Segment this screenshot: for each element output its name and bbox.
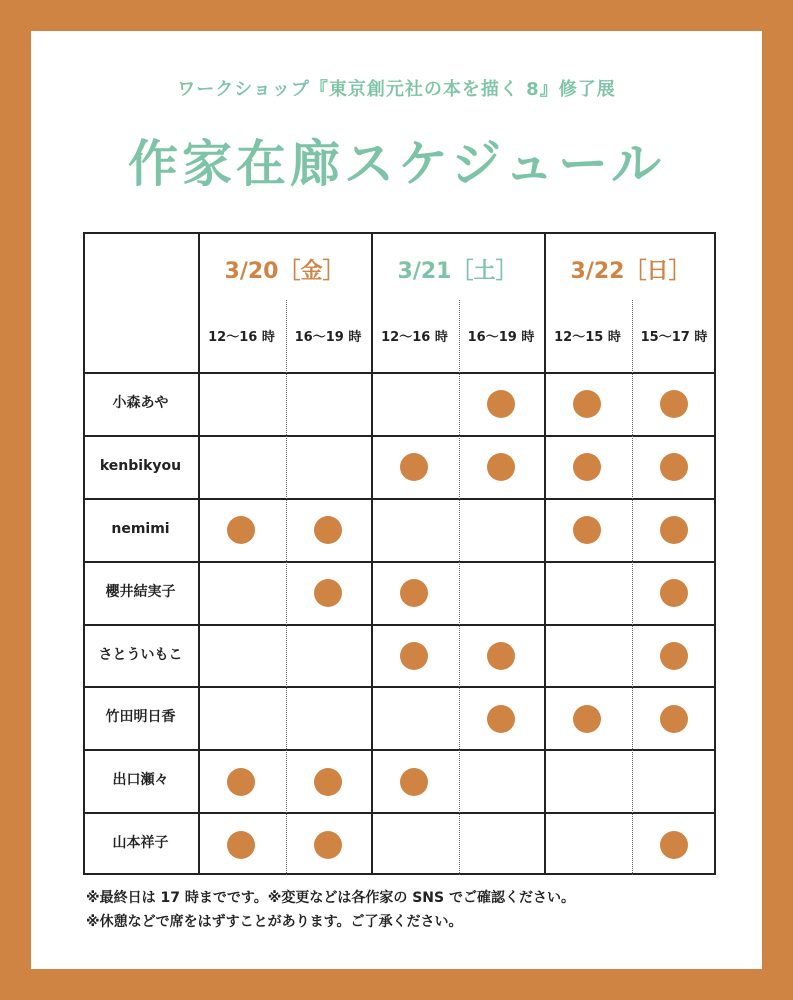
time-slot-label: 15〜17 時 — [640, 330, 708, 345]
presence-dot — [314, 516, 342, 544]
table-border-top — [83, 232, 716, 234]
presence-dot — [227, 516, 255, 544]
day-header: 3/22［日］ — [570, 259, 691, 284]
schedule-title: 作家在廊スケジュール — [128, 135, 665, 193]
presence-dot — [660, 642, 688, 670]
slot-divider — [459, 300, 460, 875]
presence-dot — [573, 705, 601, 733]
presence-dot — [314, 579, 342, 607]
presence-dot — [573, 516, 601, 544]
artist-name: 出口瀬々 — [112, 772, 169, 789]
note-line-1: ※最終日は 17 時までです。※変更などは各作家の SNS でご確認ください。 — [86, 890, 575, 906]
presence-dot — [487, 705, 515, 733]
time-slot-label: 16〜19 時 — [467, 330, 535, 345]
presence-dot — [314, 768, 342, 796]
artist-name: 山本祥子 — [112, 835, 169, 852]
artist-name: 竹田明日香 — [105, 709, 176, 726]
presence-dot — [660, 579, 688, 607]
presence-dot — [487, 642, 515, 670]
presence-dot — [400, 768, 428, 796]
day-header: 3/21［土］ — [397, 259, 518, 284]
presence-dot — [487, 453, 515, 481]
presence-dot — [660, 516, 688, 544]
presence-dot — [487, 390, 515, 418]
presence-dot — [400, 642, 428, 670]
presence-dot — [227, 768, 255, 796]
note-line-2: ※休憩などで席をはずすことがあります。ご了承ください。 — [86, 914, 463, 930]
presence-dot — [314, 831, 342, 859]
time-slot-label: 16〜19 時 — [294, 330, 362, 345]
presence-dot — [400, 453, 428, 481]
time-slot-label: 12〜16 時 — [381, 330, 448, 345]
presence-dot — [660, 831, 688, 859]
presence-dot — [660, 453, 688, 481]
slot-divider — [632, 300, 633, 875]
presence-dot — [660, 390, 688, 418]
artist-name: kenbikyou — [99, 457, 182, 474]
exhibition-subtitle: ワークショップ『東京創元社の本を描く 8』修了展 — [177, 79, 616, 100]
artist-name: さとういもこ — [98, 646, 183, 663]
presence-dot — [227, 831, 255, 859]
presence-dot — [573, 453, 601, 481]
artist-name: 櫻井結実子 — [105, 583, 176, 600]
artist-name: nemimi — [111, 520, 170, 537]
day-header: 3/20［金］ — [224, 259, 345, 284]
time-slot-label: 12〜15 時 — [554, 330, 621, 345]
presence-dot — [660, 705, 688, 733]
time-slot-label: 12〜16 時 — [208, 330, 275, 345]
presence-dot — [400, 579, 428, 607]
artist-name: 小森あや — [112, 395, 169, 411]
schedule-table — [83, 232, 716, 875]
presence-dot — [573, 390, 601, 418]
slot-divider — [286, 300, 287, 875]
